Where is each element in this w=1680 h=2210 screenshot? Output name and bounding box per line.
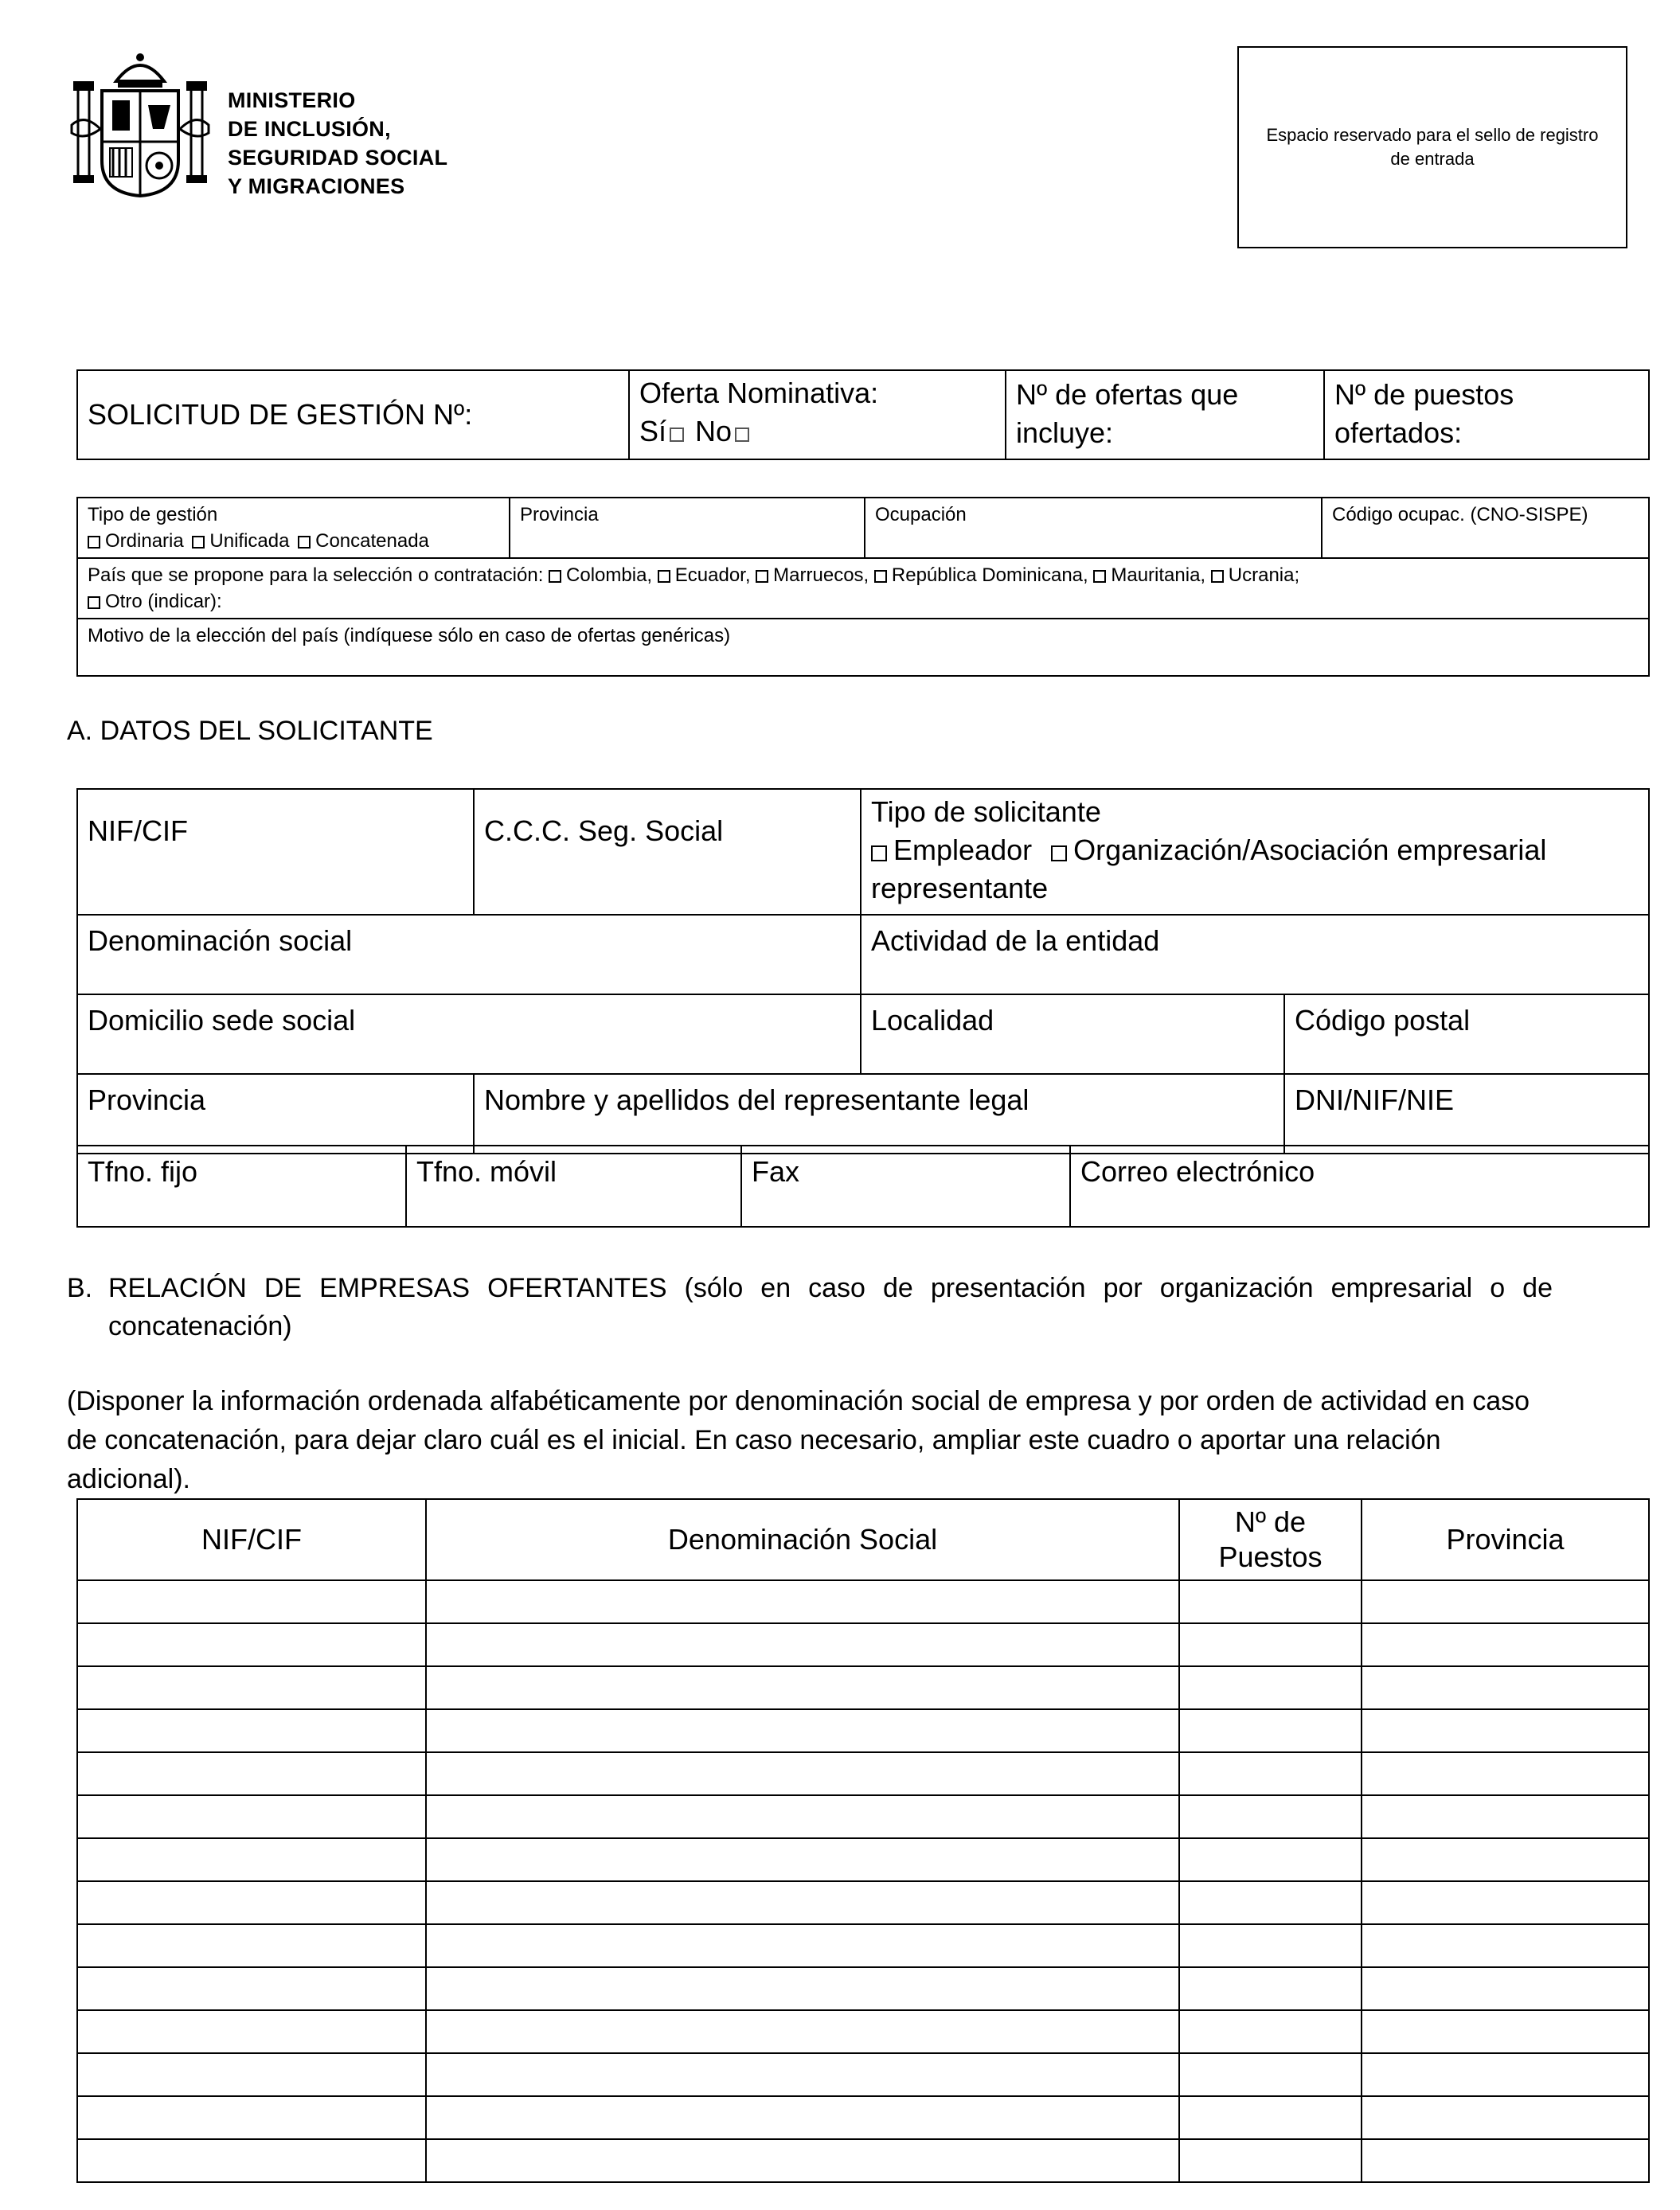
- provincia-cell[interactable]: [1362, 2139, 1649, 2182]
- tfno-movil-label: Tfno. móvil: [416, 1155, 557, 1188]
- marruecos-label: Marruecos,: [773, 564, 869, 586]
- ordinaria-label: Ordinaria: [105, 530, 184, 552]
- solicitud-label: SOLICITUD DE GESTIÓN Nº:: [88, 398, 473, 431]
- otro-label: Otro (indicar):: [105, 591, 222, 612]
- tfno-fijo-cell[interactable]: [77, 1146, 406, 1227]
- codigo-cell[interactable]: [1322, 498, 1649, 558]
- puestos-cell[interactable]: [1179, 2096, 1362, 2139]
- nif-cif-cell[interactable]: [77, 789, 474, 915]
- ocupacion-label: Ocupación: [875, 504, 967, 525]
- nif-cell[interactable]: [77, 1795, 426, 1838]
- ccc-cell[interactable]: [474, 789, 861, 915]
- table-row: [77, 1666, 1649, 1709]
- localidad-label: Localidad: [871, 1004, 994, 1037]
- puestos-cell[interactable]: [1179, 1580, 1362, 1623]
- col-header-nif: NIF/CIF: [77, 1499, 426, 1580]
- puestos-cell[interactable]: [1179, 1666, 1362, 1709]
- denominacion-cell[interactable]: [426, 1666, 1179, 1709]
- pais-label: País que se propone para la selección o contratación:: [88, 564, 544, 586]
- ccc-label: C.C.C. Seg. Social: [484, 814, 724, 847]
- provincia-cell[interactable]: [1362, 2010, 1649, 2053]
- section-b-note: (Disponer la información ordenada alfabéticamente por denominación social de empresa y por orden de actividad en caso de concatenación, para dejar claro cuál es el inicial. En caso necesario, ampliar este cuadro o aportar una relación adicional).: [67, 1386, 1530, 1494]
- puestos-cell[interactable]: [1179, 1623, 1362, 1666]
- col-header-denominacion: Denominación Social: [426, 1499, 1179, 1580]
- actividad-label: Actividad de la entidad: [871, 924, 1160, 957]
- nif-cif-label: NIF/CIF: [88, 814, 188, 847]
- organizacion-checkbox[interactable]: [1051, 845, 1067, 861]
- fax-label: Fax: [752, 1155, 800, 1188]
- contact-table: [76, 1145, 1650, 1228]
- mauritania-checkbox[interactable]: [1093, 570, 1106, 583]
- nif-cell[interactable]: [77, 1752, 426, 1795]
- organizacion-label: Organización/Asociación empresarial representante: [871, 834, 1547, 904]
- n-puestos-cell[interactable]: [1324, 370, 1649, 459]
- si-label: Sí: [639, 415, 667, 447]
- nif-cell[interactable]: [77, 2139, 426, 2182]
- ministry-logo: [68, 49, 483, 201]
- unificada-label: Unificada: [209, 530, 290, 552]
- ministry-line-1: MINISTERIO: [228, 88, 356, 112]
- provincia-cell[interactable]: [1362, 1967, 1649, 2010]
- denominacion-cell[interactable]: [426, 2010, 1179, 2053]
- empleador-label: Empleador: [893, 834, 1033, 866]
- nif-cell[interactable]: [77, 1967, 426, 2010]
- denominacion-cell[interactable]: [426, 2096, 1179, 2139]
- provincia-cell[interactable]: [1362, 1580, 1649, 1623]
- provincia-a-cell[interactable]: [77, 1074, 474, 1154]
- republica-dominicana-checkbox[interactable]: [874, 570, 887, 583]
- denominacion-cell[interactable]: [77, 915, 861, 994]
- ucrania-checkbox[interactable]: [1211, 570, 1224, 583]
- representante-cell[interactable]: [474, 1074, 1284, 1154]
- mauritania-label: Mauritania,: [1111, 564, 1206, 586]
- colombia-label: Colombia,: [566, 564, 653, 586]
- denominacion-cell[interactable]: [426, 1709, 1179, 1752]
- dni-cell[interactable]: [1284, 1074, 1649, 1154]
- n-puestos-label: Nº de puestos ofertados:: [1334, 378, 1514, 449]
- denominacion-cell[interactable]: [426, 1580, 1179, 1623]
- puestos-cell[interactable]: [1179, 2139, 1362, 2182]
- republica-dominicana-label: República Dominicana,: [891, 564, 1088, 586]
- table-row: [77, 1795, 1649, 1838]
- localidad-cell[interactable]: [861, 994, 1284, 1074]
- oferta-label: Oferta Nominativa:: [639, 377, 879, 409]
- puestos-cell[interactable]: [1179, 1709, 1362, 1752]
- col-header-provincia: Provincia: [1362, 1499, 1649, 1580]
- company-rows: [77, 1580, 1649, 2182]
- puestos-cell[interactable]: [1179, 2010, 1362, 2053]
- provincia-cell[interactable]: [1362, 1623, 1649, 1666]
- stamp-text: Espacio reservado para el sello de registro de entrada: [1266, 125, 1599, 169]
- provincia-cell[interactable]: [1362, 1838, 1649, 1881]
- motivo-label: Motivo de la elección del país (indíquese sólo en caso de ofertas genéricas): [88, 625, 731, 646]
- table-row: [77, 2010, 1649, 2053]
- concatenada-checkbox[interactable]: [298, 536, 311, 549]
- nif-cell[interactable]: [77, 1838, 426, 1881]
- nif-cell[interactable]: [77, 2010, 426, 2053]
- table-row: [77, 1752, 1649, 1795]
- empleador-checkbox[interactable]: [871, 845, 887, 861]
- actividad-cell[interactable]: [861, 915, 1649, 994]
- provincia-cell[interactable]: [1362, 2096, 1649, 2139]
- representante-label: Nombre y apellidos del representante legal: [484, 1084, 1029, 1116]
- ministry-line-2: DE INCLUSIÓN,: [228, 117, 391, 141]
- provincia-cell[interactable]: [1362, 1795, 1649, 1838]
- ministry-line-3: SEGURIDAD SOCIAL: [228, 146, 448, 170]
- oferta-nominativa-cell: [629, 370, 1006, 459]
- denominacion-cell[interactable]: [426, 1623, 1179, 1666]
- ecuador-label: Ecuador,: [674, 564, 751, 586]
- marruecos-checkbox[interactable]: [756, 570, 768, 583]
- denominacion-cell[interactable]: [426, 1752, 1179, 1795]
- table-row: [77, 1967, 1649, 2010]
- solicitud-cell[interactable]: [77, 370, 629, 459]
- nif-cell[interactable]: [77, 1580, 426, 1623]
- puestos-cell[interactable]: [1179, 2053, 1362, 2096]
- ecuador-checkbox[interactable]: [658, 570, 670, 583]
- fax-cell[interactable]: [741, 1146, 1070, 1227]
- section-b-title-text: RELACIÓN DE EMPRESAS OFERTANTES (sólo en caso de presentación por organización empresarial o de concatenación): [108, 1273, 1553, 1341]
- section-b-title: [67, 1269, 1553, 1345]
- applicant-data-table: [76, 788, 1650, 1154]
- table-row: [77, 1924, 1649, 1967]
- table-row: [77, 1623, 1649, 1666]
- email-label: Correo electrónico: [1080, 1155, 1315, 1188]
- table-row: [77, 1580, 1649, 1623]
- section-a-title: A. DATOS DEL SOLICITANTE: [67, 716, 433, 746]
- denominacion-cell[interactable]: [426, 2139, 1179, 2182]
- puestos-cell[interactable]: [1179, 1838, 1362, 1881]
- denominacion-cell[interactable]: [426, 1967, 1179, 2010]
- table-row: [77, 1838, 1649, 1881]
- table-row: [77, 1881, 1649, 1924]
- nif-cell[interactable]: [77, 1881, 426, 1924]
- domicilio-cell[interactable]: [77, 994, 861, 1074]
- ministry-name: [228, 86, 447, 201]
- n-ofertas-label: Nº de ofertas que incluye:: [1016, 378, 1239, 449]
- registry-stamp-box: [1237, 46, 1627, 248]
- puestos-cell[interactable]: [1179, 1795, 1362, 1838]
- denominacion-cell[interactable]: [426, 1838, 1179, 1881]
- dni-label: DNI/NIF/NIE: [1295, 1084, 1455, 1116]
- otro-checkbox[interactable]: [88, 596, 100, 609]
- nif-cell[interactable]: [77, 1709, 426, 1752]
- puestos-cell[interactable]: [1179, 1881, 1362, 1924]
- ministry-line-4: Y MIGRACIONES: [228, 174, 405, 198]
- motivo-cell[interactable]: [77, 619, 1649, 676]
- nif-cell[interactable]: [77, 2053, 426, 2096]
- no-label: No: [695, 415, 733, 447]
- denominacion-cell[interactable]: [426, 1924, 1179, 1967]
- codigo-label: Código ocupac. (CNO-SISPE): [1332, 504, 1588, 525]
- ocupacion-cell[interactable]: [865, 498, 1322, 558]
- nif-cell[interactable]: [77, 1666, 426, 1709]
- pais-cell: [77, 558, 1649, 619]
- provincia-cell[interactable]: [1362, 1752, 1649, 1795]
- table-row: [77, 1709, 1649, 1752]
- col-header-puestos: [1179, 1499, 1362, 1580]
- puestos-cell[interactable]: [1179, 1967, 1362, 2010]
- colombia-checkbox[interactable]: [549, 570, 561, 583]
- companies-table: [76, 1498, 1650, 2183]
- section-b-letter: B.: [67, 1273, 93, 1303]
- provincia-cell[interactable]: [1362, 1666, 1649, 1709]
- puestos-cell[interactable]: [1179, 1752, 1362, 1795]
- ordinaria-checkbox[interactable]: [88, 536, 100, 549]
- concatenada-label: Concatenada: [315, 530, 429, 552]
- tfno-fijo-label: Tfno. fijo: [88, 1155, 198, 1188]
- nif-cell[interactable]: [77, 2096, 426, 2139]
- tipo-solicitante-label: Tipo de solicitante: [871, 795, 1101, 828]
- gestion-table: [76, 497, 1650, 677]
- col-header-puestos-label: Nº de Puestos: [1218, 1505, 1323, 1573]
- tipo-gestion-label: Tipo de gestión: [88, 504, 218, 525]
- table-row: [77, 2139, 1649, 2182]
- ucrania-label: Ucrania;: [1228, 564, 1300, 586]
- denominacion-cell[interactable]: [426, 1881, 1179, 1924]
- table-row: [77, 2096, 1649, 2139]
- nif-cell[interactable]: [77, 1623, 426, 1666]
- provincia-a-label: Provincia: [88, 1084, 206, 1116]
- request-summary-table: [76, 369, 1650, 460]
- provincia-cell[interactable]: [510, 498, 865, 558]
- codigo-postal-cell[interactable]: [1284, 994, 1649, 1074]
- codigo-postal-label: Código postal: [1295, 1004, 1471, 1037]
- tipo-solicitante-cell: [861, 789, 1649, 915]
- provincia-cell[interactable]: [1362, 1709, 1649, 1752]
- denominacion-label: Denominación social: [88, 924, 353, 957]
- unificada-checkbox[interactable]: [192, 536, 205, 549]
- coat-of-arms-icon: [68, 49, 212, 201]
- provincia-cell[interactable]: [1362, 1924, 1649, 1967]
- provincia-label: Provincia: [520, 504, 599, 525]
- tfno-movil-cell[interactable]: [406, 1146, 741, 1227]
- email-cell[interactable]: [1070, 1146, 1649, 1227]
- n-ofertas-cell[interactable]: [1006, 370, 1324, 459]
- denominacion-cell[interactable]: [426, 2053, 1179, 2096]
- nif-cell[interactable]: [77, 1924, 426, 1967]
- tipo-gestion-cell: [77, 498, 510, 558]
- denominacion-cell[interactable]: [426, 1795, 1179, 1838]
- table-row: [77, 2053, 1649, 2096]
- no-checkbox[interactable]: [735, 428, 749, 442]
- si-checkbox[interactable]: [670, 428, 684, 442]
- domicilio-label: Domicilio sede social: [88, 1004, 356, 1037]
- provincia-cell[interactable]: [1362, 1881, 1649, 1924]
- puestos-cell[interactable]: [1179, 1924, 1362, 1967]
- provincia-cell[interactable]: [1362, 2053, 1649, 2096]
